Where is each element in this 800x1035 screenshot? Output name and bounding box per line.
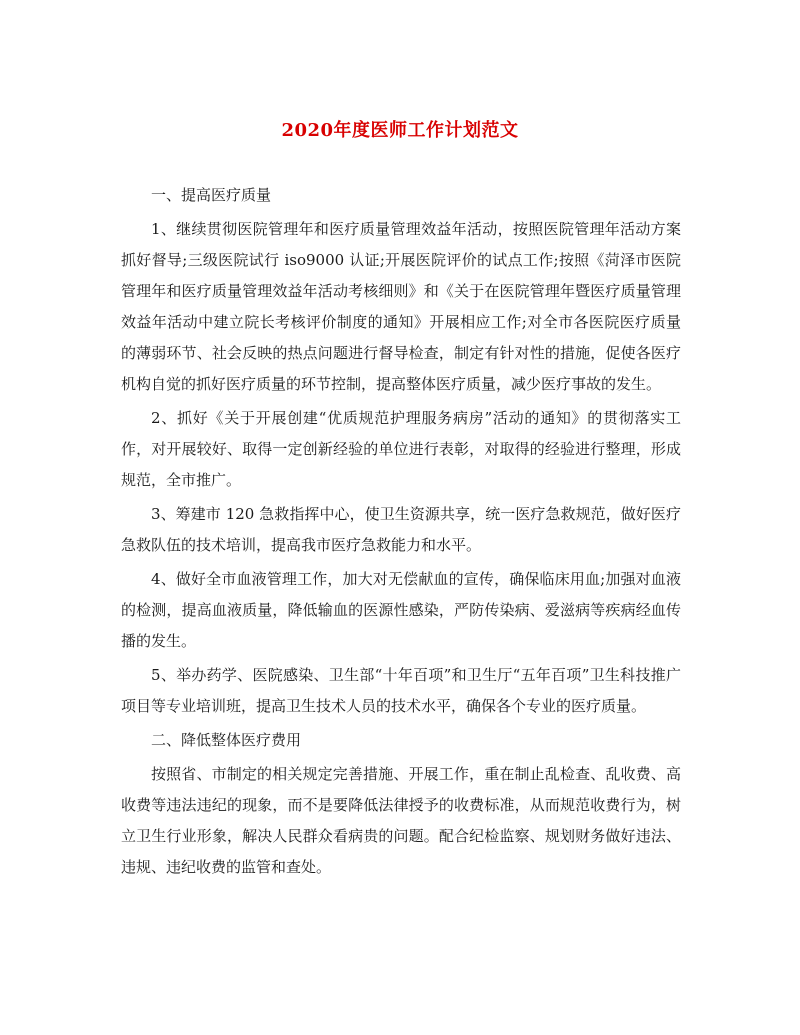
section-heading-2: 二、降低整体医疗费用 xyxy=(151,731,302,749)
paragraph-4: 4、做好全市血液管理工作，加大对无偿献血的宣传，确保临床用血;加强对血液的检测，提高血液质量，降低输血的医源性感染，严防传染病、爱滋病等疾病经血传播的发生。 xyxy=(121,570,681,650)
section-heading-1: 一、提高医疗质量 xyxy=(151,186,272,204)
paragraph-6: 按照省、市制定的相关规定完善措施、开展工作，重在制止乱检查、乱收费、高收费等违法违纪的现象，而不是要降低法律授予的收费标准，从而规范收费行为，树立卫生行业形象，解决人民群众看病贵的问题。配合纪检监察、规划财务做好违法、违规、违纪收费的监管和查处。 xyxy=(121,765,681,876)
document-body xyxy=(121,180,681,886)
paragraph-1: 1、继续贯彻医院管理年和医疗质量管理效益年活动，按照医院管理年活动方案抓好督导;三级医院试行 iso9000 认证;开展医院评价的试点工作;按照《菏泽市医院管理年和医疗质量管理效益年活动考核细则》和《关于在医院管理年暨医疗质量管理效益年活动中建立院长考核评价制度的通知》开展相应工作;对全市各医院医疗质量的薄弱环节、社会反映的热点问题进行督导检查，制定有针对性的措施，促使各医疗机构自觉的抓好医疗质量的环节控制，提高整体医疗质量，减少医疗事故的发生。 xyxy=(121,220,681,393)
paragraph-2: 2、抓好《关于开展创建“优质规范护理服务病房”活动的通知》的贯彻落实工作，对开展较好、取得一定创新经验的单位进行表彰，对取得的经验进行整理，形成规范，全市推广。 xyxy=(121,409,681,489)
paragraph-3: 3、筹建市 120 急救指挥中心，使卫生资源共享，统一医疗急救规范，做好医疗急救队伍的技术培训，提高我市医疗急救能力和水平。 xyxy=(121,505,681,554)
document-title: 2020年度医师工作计划范文 xyxy=(281,120,519,141)
paragraph-5: 5、举办药学、医院感染、卫生部“十年百项”和卫生厅“五年百项”卫生科技推广项目等专业培训班，提高卫生技术人员的技术水平，确保各个专业的医疗质量。 xyxy=(121,666,681,715)
